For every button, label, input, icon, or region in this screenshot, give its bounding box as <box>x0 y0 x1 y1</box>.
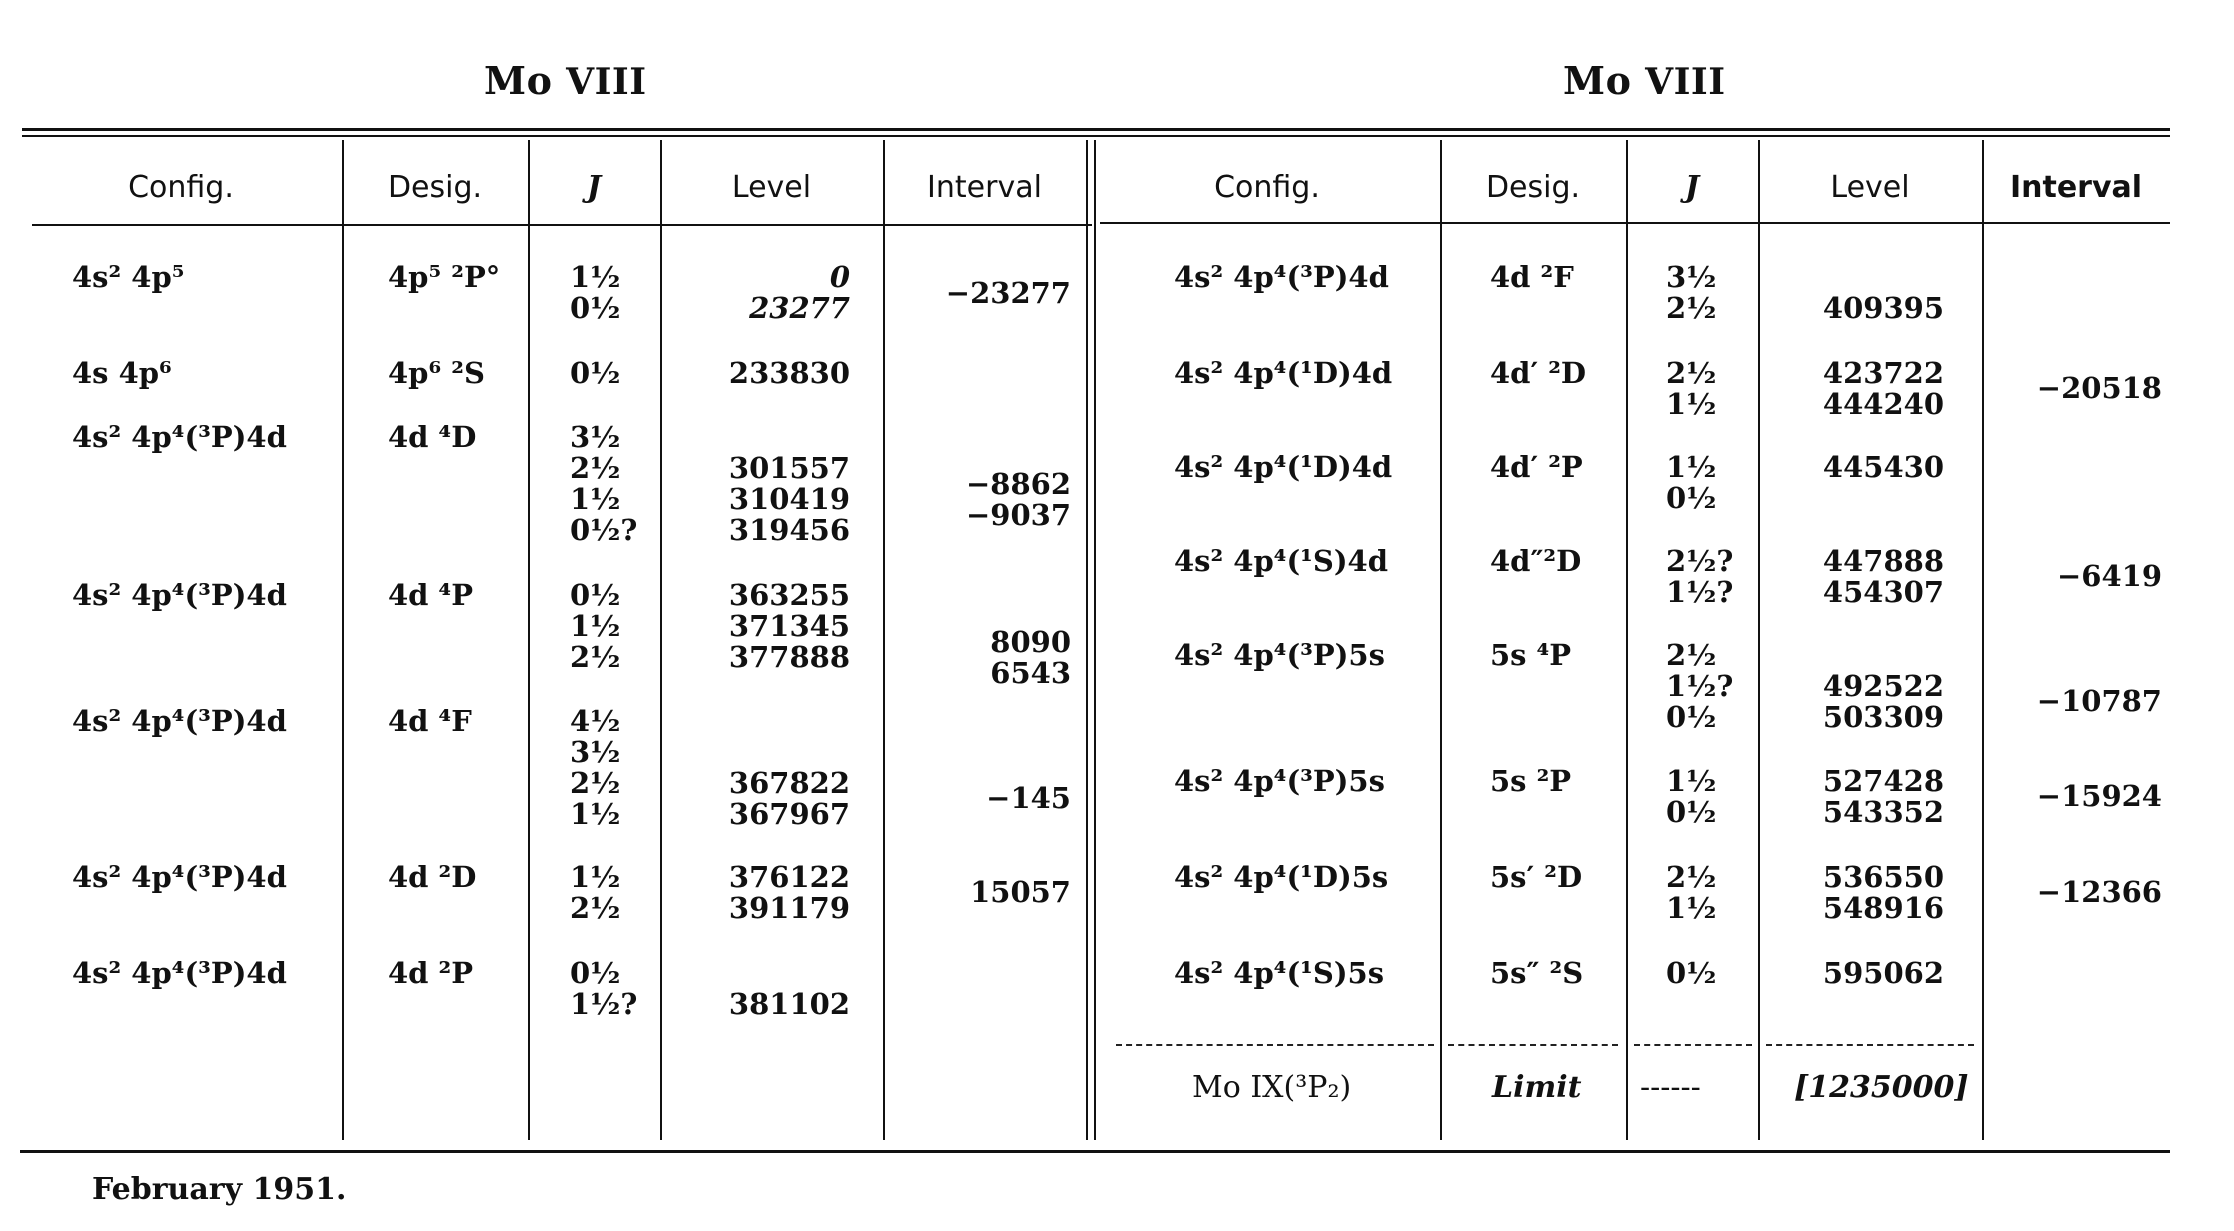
config-cell: 4s² 4p⁴(³P)4d <box>72 704 287 738</box>
interval-cell: 8090 6543 <box>990 625 1071 690</box>
top-double-rule-b <box>22 135 2170 137</box>
j-cell: 3½ 2½ 1½ 0½? <box>570 420 638 547</box>
header-config: Config. <box>128 170 234 205</box>
interval-cell: −8862 −9037 <box>965 467 1071 532</box>
interval-cell: 15057 <box>970 875 1071 909</box>
level-cell: 301557 310419 319456 <box>728 451 850 547</box>
desig-cell: 4p⁶ ²S <box>388 356 485 390</box>
desig-cell: 4d ⁴D <box>388 420 477 454</box>
header-interval: Interval <box>2009 170 2143 205</box>
config-cell: 4s² 4p⁴(¹S)4d <box>1174 544 1389 578</box>
limit-level: [1235000] <box>1794 1070 1969 1105</box>
interval-cell: −23277 <box>945 276 1071 310</box>
interval-cell: −15924 <box>2036 779 2162 813</box>
desig-cell: 4d ²D <box>388 860 477 894</box>
j-cell: 0½ <box>570 356 621 390</box>
level-cell: 536550 548916 <box>1822 860 1944 925</box>
desig-cell: 5s ²P <box>1490 764 1572 798</box>
limit-j-placeholder: ------ <box>1640 1070 1701 1105</box>
bottom-rule <box>20 1150 2170 1153</box>
config-cell: 4s² 4p⁴(¹D)4d <box>1174 450 1393 484</box>
j-cell: 1½ 0½ <box>1666 450 1717 515</box>
desig-cell: 4d′ ²P <box>1490 450 1583 484</box>
desig-cell: 4d ⁴P <box>388 578 474 612</box>
desig-cell: 4d′ ²D <box>1490 356 1587 390</box>
header-j: J <box>1684 170 1700 205</box>
right-title-ion: VIII <box>1645 61 1726 103</box>
level-cell: 423722 444240 <box>1822 356 1944 421</box>
header-level: Level <box>1830 170 1910 205</box>
header-config: Config. <box>1214 170 1320 205</box>
level-cell: 367822 367967 <box>728 766 850 831</box>
interval-cell: −6419 <box>2056 559 2162 593</box>
level-cell: 527428 543352 <box>1822 764 1944 829</box>
interval-cell: −145 <box>986 781 1071 815</box>
header-j: J <box>586 170 602 205</box>
config-cell: 4s² 4p⁴(³P)4d <box>72 956 287 990</box>
j-cell: 2½ 1½ <box>1666 356 1717 421</box>
j-cell: 2½ 1½ <box>1666 860 1717 925</box>
j-cell: 1½ 2½ <box>570 860 621 925</box>
top-double-rule-a <box>22 128 2170 131</box>
right-title-element: Mo <box>1563 58 1632 103</box>
left-table-title <box>484 58 647 103</box>
level-cell: 447888 454307 <box>1822 544 1944 609</box>
interval-cell: −12366 <box>2036 875 2162 909</box>
j-cell: 1½ 0½ <box>570 260 621 325</box>
level-cell: 445430 <box>1822 450 1944 484</box>
desig-cell: 4d ⁴F <box>388 704 472 738</box>
desig-cell: 4p⁵ ²P° <box>388 260 501 294</box>
desig-cell: 5s ⁴P <box>1490 638 1572 672</box>
config-cell: 4s 4p⁶ <box>72 356 172 390</box>
level-cell: 381102 <box>728 987 850 1021</box>
limit-config: Mo IX(³P₂) <box>1192 1070 1352 1105</box>
left-level-table <box>20 140 1090 1144</box>
level-cell: 492522 503309 <box>1822 669 1944 734</box>
desig-cell: 4d″²D <box>1490 544 1582 578</box>
config-cell: 4s² 4p⁴(¹S)5s <box>1174 956 1385 990</box>
level-cell: 409395 <box>1822 291 1944 325</box>
j-cell: 0½ 1½ 2½ <box>570 578 621 674</box>
config-cell: 4s² 4p⁴(³P)4d <box>72 578 287 612</box>
j-cell: 2½? 1½? <box>1666 544 1734 609</box>
config-cell: 4s² 4p⁴(¹D)4d <box>1174 356 1393 390</box>
level-cell: 363255 371345 377888 <box>728 578 850 674</box>
date-footnote: February 1951. <box>92 1172 347 1207</box>
interval-cell: −20518 <box>2036 371 2162 405</box>
level-cell: 0 23277 <box>749 260 850 325</box>
config-cell: 4s² 4p⁴(¹D)5s <box>1174 860 1389 894</box>
right-level-table <box>1094 140 2170 1144</box>
header-interval: Interval <box>927 170 1042 205</box>
config-cell: 4s² 4p⁴(³P)4d <box>1174 260 1389 294</box>
j-cell: 1½ 0½ <box>1666 764 1717 829</box>
left-title-element: Mo <box>484 58 553 103</box>
limit-label: Limit <box>1492 1070 1582 1105</box>
header-desig: Desig. <box>387 170 483 205</box>
header-level: Level <box>731 170 812 205</box>
config-cell: 4s² 4p⁵ <box>72 260 185 294</box>
header-desig: Desig. <box>1485 170 1581 205</box>
config-cell: 4s² 4p⁴(³P)5s <box>1174 638 1385 672</box>
j-cell: 0½ 1½? <box>570 956 638 1021</box>
left-title-ion: VIII <box>566 61 647 103</box>
config-cell: 4s² 4p⁴(³P)4d <box>72 420 287 454</box>
config-cell: 4s² 4p⁴(³P)4d <box>72 860 287 894</box>
level-cell: 595062 <box>1822 956 1944 990</box>
desig-cell: 5s″ ²S <box>1490 956 1584 990</box>
level-cell: 233830 <box>728 356 850 390</box>
right-table-title <box>1563 58 1726 103</box>
j-cell: 4½ 3½ 2½ 1½ <box>570 704 621 831</box>
desig-cell: 4d ²P <box>388 956 474 990</box>
desig-cell: 4d ²F <box>1490 260 1574 294</box>
config-cell: 4s² 4p⁴(³P)5s <box>1174 764 1385 798</box>
j-cell: 0½ <box>1666 956 1717 990</box>
desig-cell: 5s′ ²D <box>1490 860 1583 894</box>
level-cell: 376122 391179 <box>728 860 850 925</box>
j-cell: 3½ 2½ <box>1666 260 1717 325</box>
j-cell: 2½ 1½? 0½ <box>1666 638 1734 734</box>
interval-cell: −10787 <box>2036 684 2162 718</box>
